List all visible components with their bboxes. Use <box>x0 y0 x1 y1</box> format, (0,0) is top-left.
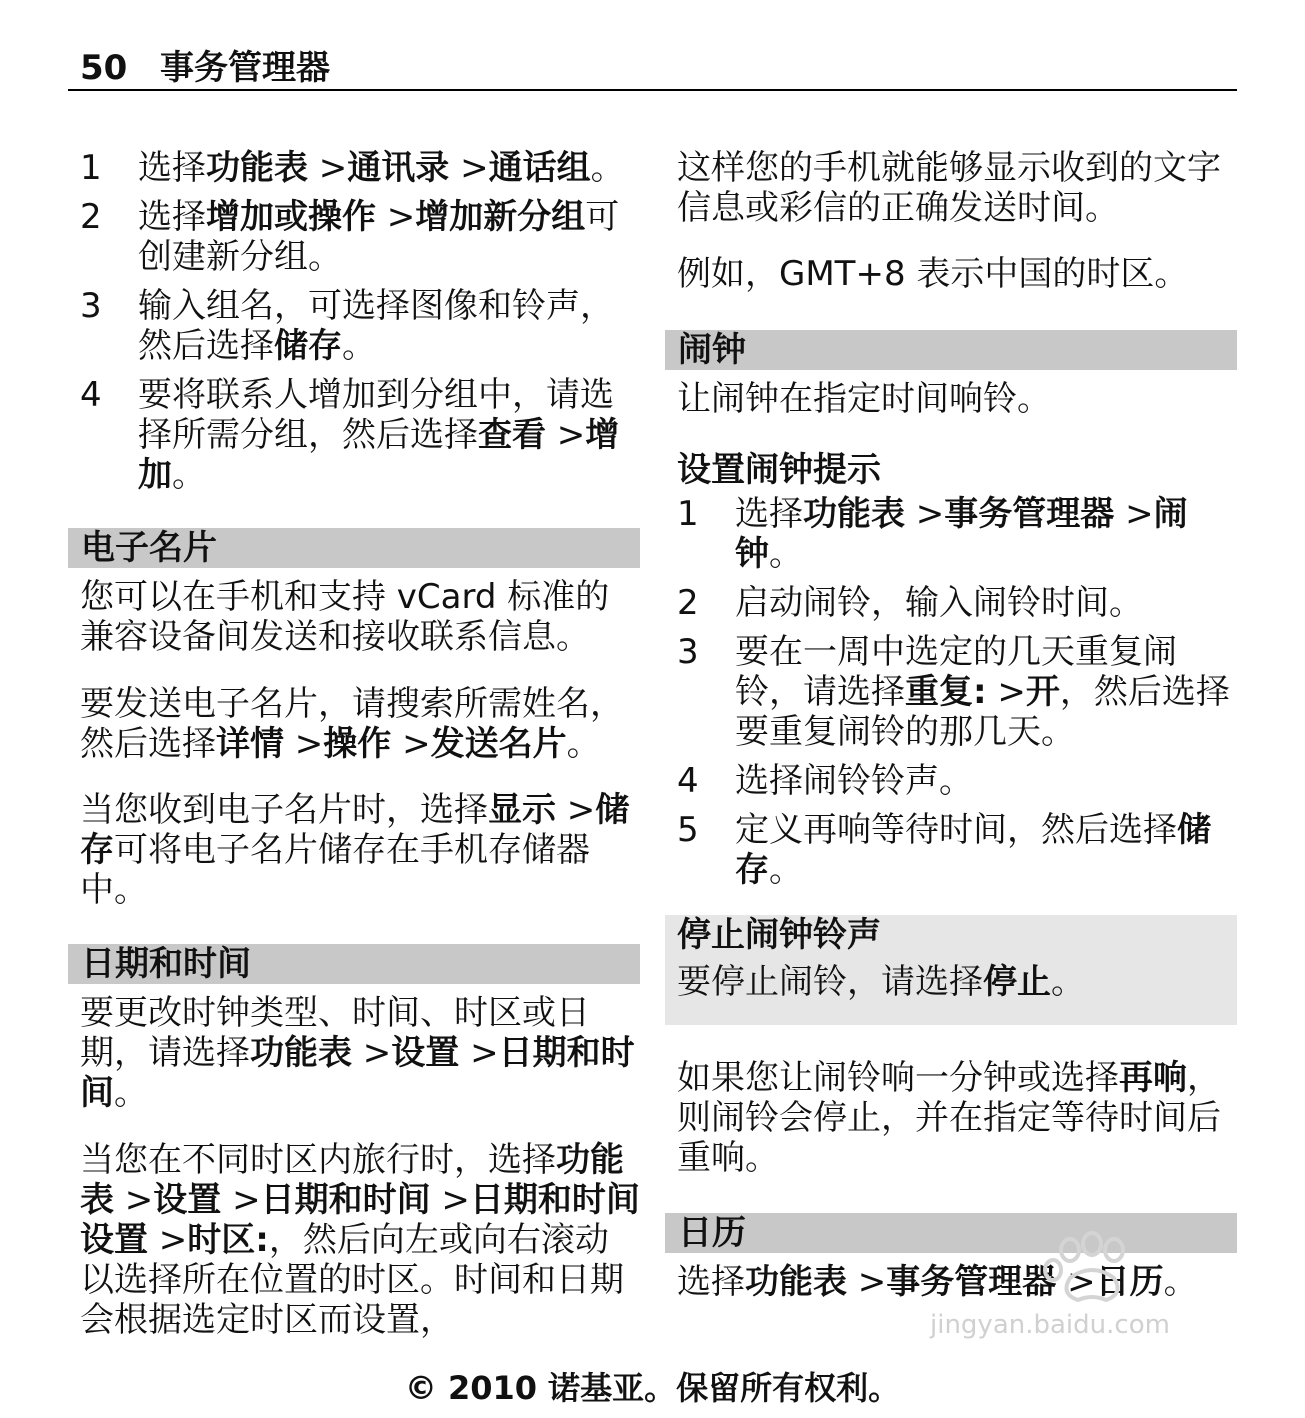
step-text: 选择增加或操作 >增加新分组可创建新分组。 <box>138 197 620 277</box>
vcard-paragraph-2: 要发送电子名片，请搜索所需姓名，然后选择详情 >操作 >发送名片。 <box>80 684 624 764</box>
section-heading-datetime: 日期和时间 <box>68 944 640 984</box>
list-item <box>677 494 1237 574</box>
alarm-intro-paragraph: 让闹钟在指定时间响铃。 <box>677 379 1051 419</box>
list-item <box>677 810 1237 890</box>
list-item <box>677 583 1237 623</box>
step-number: 1 <box>677 494 699 534</box>
step-number: 1 <box>80 148 102 188</box>
section-heading-vcard: 电子名片 <box>68 528 640 568</box>
timezone-example-paragraph: 例如，GMT+8 表示中国的时区。 <box>677 254 1189 294</box>
section-heading-stop-alarm: 停止闹钟铃声 <box>677 915 881 955</box>
step-text: 选择闹铃铃声。 <box>735 761 973 801</box>
list-item <box>80 148 640 188</box>
timezone-continued-paragraph: 这样您的手机就能够显示收到的文字信息或彩信的正确发送时间。 <box>677 148 1221 228</box>
list-item <box>80 197 640 277</box>
vcard-paragraph-1: 您可以在手机和支持 vCard 标准的兼容设备间发送和接收联系信息。 <box>80 577 610 657</box>
baidu-paw-logo-icon <box>920 1228 1230 1318</box>
chapter-title: 事务管理器 <box>160 48 330 88</box>
step-text: 选择功能表 >事务管理器 >闹钟。 <box>735 494 1188 574</box>
step-number: 3 <box>80 286 102 326</box>
groups-steps-list <box>80 148 640 504</box>
step-text: 要将联系人增加到分组中，请选择所需分组，然后选择查看 >增加。 <box>138 375 620 495</box>
list-item <box>80 286 640 366</box>
step-text: 选择功能表 >通讯录 >通话组。 <box>138 148 625 188</box>
step-number: 3 <box>677 632 699 672</box>
datetime-paragraph-2: 当您在不同时区内旅行时，选择功能表 >设置 >日期和时间 >日期和时间设置 >时区:，然后向左或向右滚动以选择所在位置的时区。时间和日期会根据选定时区而设置， <box>80 1140 640 1340</box>
alarm-steps-list <box>677 494 1237 899</box>
vcard-paragraph-3: 当您收到电子名片时，选择显示 >储存可将电子名片储存在手机存储器中。 <box>80 790 630 910</box>
step-number: 2 <box>80 197 102 237</box>
list-item <box>677 632 1237 752</box>
list-item <box>677 761 1237 801</box>
step-number: 5 <box>677 810 699 850</box>
section-heading-calendar: 日历 <box>665 1213 1237 1253</box>
step-text: 定义再响等待时间，然后选择储存。 <box>735 810 1211 890</box>
step-number: 2 <box>677 583 699 623</box>
step-text: 要在一周中选定的几天重复闹铃，请选择重复: >开，然后选择要重复闹铃的那几天。 <box>735 632 1230 752</box>
watermark-site-text: jingyan.baidu.com <box>930 1310 1170 1340</box>
baidu-watermark <box>920 1228 1230 1368</box>
list-item <box>80 375 640 495</box>
stop-alarm-paragraph: 要停止闹铃，请选择停止。 <box>677 962 1085 1002</box>
datetime-paragraph-1: 要更改时钟类型、时间、时区或日期，请选择功能表 >设置 >日期和时间。 <box>80 993 635 1113</box>
section-heading-alarm: 闹钟 <box>665 330 1237 370</box>
calendar-paragraph: 选择功能表 >事务管理器 >日历。 <box>677 1262 1198 1302</box>
step-text: 输入组名，可选择图像和铃声，然后选择储存。 <box>138 286 614 366</box>
copyright-footer: © 2010 诺基亚。保留所有权利。 <box>404 1369 901 1407</box>
page-number: 50 <box>80 48 128 88</box>
step-number: 4 <box>80 375 102 415</box>
step-text: 启动闹铃，输入闹铃时间。 <box>735 583 1143 623</box>
alarm-subheading: 设置闹钟提示 <box>677 450 881 490</box>
step-number: 4 <box>677 761 699 801</box>
header-divider <box>68 89 1237 91</box>
page-header <box>80 48 1237 88</box>
snooze-paragraph: 如果您让闹铃响一分钟或选择再响，则闹铃会停止，并在指定等待时间后重响。 <box>677 1058 1221 1178</box>
